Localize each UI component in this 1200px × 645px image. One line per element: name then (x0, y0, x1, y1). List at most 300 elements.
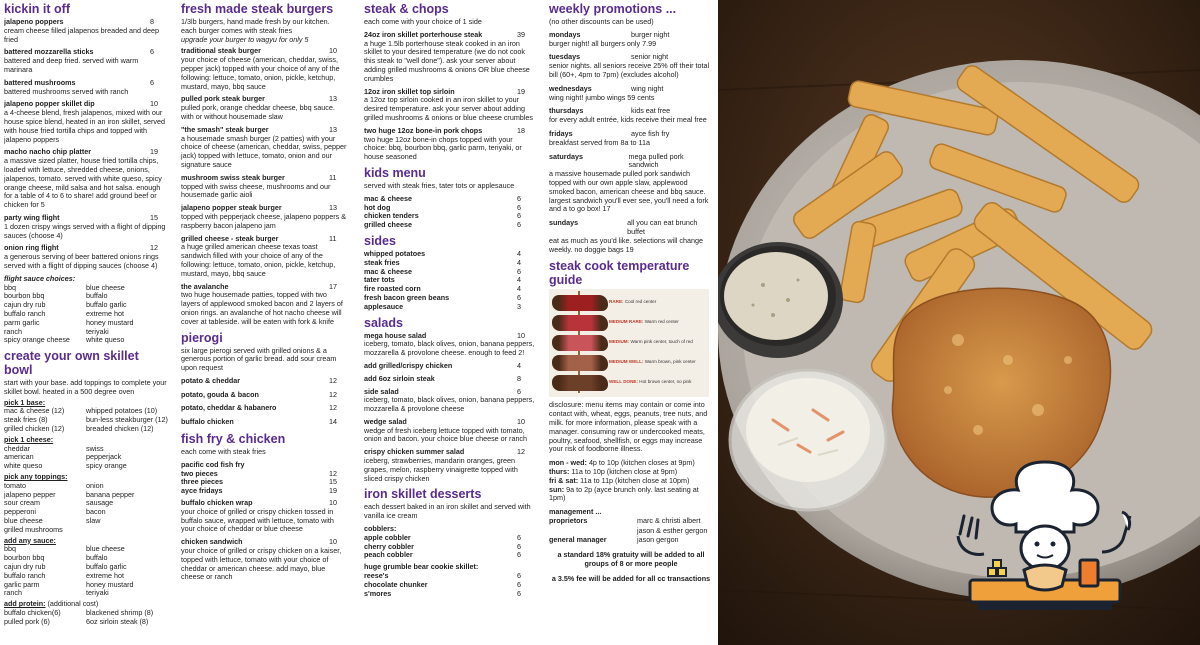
section-title-promotions: weekly promotions ... (549, 2, 677, 16)
menu-item-description: your choice of grilled or crispy chicken tossed in buffalo sauce, wrapped with lettuce, tomato with your choice of cheddar or blue cheese (181, 506, 334, 534)
menu-item-price: 12 (517, 447, 525, 457)
item-price: 12 (329, 375, 337, 385)
menu-item-description: pulled pork, orange cheddar cheese, bbq sauce. with or without housemade slaw (181, 103, 335, 121)
burgers-intro: 1/3lb burgers, hand made fresh by our kitchen. each burger comes with steak fries (181, 17, 330, 35)
management-names: jason & esther gergon (637, 525, 708, 535)
hours-days: thurs: (549, 466, 570, 476)
section-title-kickin: kickin it off (4, 2, 70, 16)
management-row (549, 517, 713, 526)
item-price: 4 (517, 257, 521, 267)
section-title-pierogi: pierogi (181, 330, 223, 345)
item-price: 12 (329, 403, 337, 413)
option-item: 6oz sirloin steak (8) (86, 616, 149, 626)
temperature-label (609, 379, 691, 384)
temperature-description: Warm pink center, touch of red (630, 339, 693, 345)
menu-item-price: 11 (329, 172, 337, 182)
menu-item-name: mushroom swiss steak burger (181, 172, 285, 182)
sauce-label: add any sauce: (4, 535, 56, 545)
menu-item-price: 13 (329, 203, 337, 213)
item-name: two pieces (181, 468, 218, 478)
cc-fee-note: a 3.5% fee will be added for all cc transactions (551, 573, 711, 583)
item-price: 12 (329, 389, 337, 399)
menu-item (4, 214, 168, 240)
item-name: fresh bacon green beans (364, 292, 450, 302)
menu-item-description: a huge 1.5lb porterhouse steak cooked in an iron skillet to your desired temperature (we do not cook this steak to "well done"). ask your server about adding grilled mushrooms & onions OR blue cheese crumbles (364, 38, 530, 83)
pacific-cod-name: pacific cod fish fry (181, 459, 245, 469)
pacific-cod-list (181, 470, 347, 496)
option-item: cheddar (4, 443, 30, 453)
menu-item (4, 148, 168, 210)
item-name: chocolate chunker (364, 579, 428, 589)
menu-item-name: the avalanche (181, 281, 229, 291)
menu-item (364, 388, 535, 414)
menu-item-name: two huge 12oz bone-in pork chops (364, 125, 483, 135)
option-item: garlic parm (4, 579, 40, 589)
item-name: steak fries (364, 257, 400, 267)
menu-column-4 (549, 0, 713, 645)
menu-item-price: 10 (517, 330, 525, 340)
steak-slice (552, 375, 608, 391)
hours-time: 11a to 10p (kitchen close at 9pm) (571, 466, 678, 476)
section-title-fish: fish fry & chicken (181, 432, 286, 447)
promotion-text: burger night! all burgers only 7.99 (549, 38, 657, 48)
menu-item-description: topped with pepperjack cheese, jalapeno poppers & raspberry bacon jalapeno jam (181, 211, 347, 230)
menu-item (181, 174, 347, 200)
promotion-item (549, 31, 713, 49)
promotion-text: breakfast served from 8a to 11a (549, 137, 650, 147)
option-item: bourbon bbq (4, 553, 45, 563)
section-title-burgers: fresh made steak burgers (181, 2, 334, 16)
item-name: chicken tenders (364, 211, 419, 221)
option-item: buffalo ranch (4, 308, 46, 318)
menu-item-description: two huge 12oz bone-in chops topped with your choice: bbq, bourbon bbq, garlic parm, teriyaki, or house seasoned (364, 134, 522, 162)
option-item: white queso (86, 335, 125, 345)
option-item: cajun dry rub (4, 300, 46, 310)
item-name: potato, cheddar & habanero (181, 403, 277, 413)
fish-intro: each come with steak fries (181, 447, 266, 457)
cobbler-list (364, 534, 535, 560)
kickin-list (4, 18, 168, 271)
option-item: sausage (86, 498, 114, 508)
menu-item-price: 13 (329, 124, 337, 134)
menu-item (181, 126, 347, 170)
promotion-day: thursdays (549, 106, 584, 116)
section-title-temperature-guide: steak cook temperature guide (549, 259, 690, 288)
item-price: 6 (517, 220, 521, 230)
menu-item-price: 12 (150, 243, 158, 253)
menu-item-name: wedge salad (364, 416, 407, 426)
promotion-day: tuesdays (549, 52, 581, 62)
item-price: 6 (517, 193, 521, 203)
temperature-description: Warm brown, pink center (644, 359, 696, 365)
menu-item (181, 95, 347, 121)
menu-item-description: battered and deep fried. served with warm marinara (4, 56, 139, 74)
hours-days: fri & sat: (549, 475, 579, 485)
menu-item-name: battered mozzarella sticks (4, 47, 94, 57)
promotion-day: fridays (549, 128, 573, 138)
option-item: bourbon bbq (4, 291, 45, 301)
menu-item-name: onion ring flight (4, 243, 59, 253)
item-price: 6 (517, 266, 521, 276)
price-row (364, 221, 535, 230)
option-item: whipped potatoes (10) (86, 406, 158, 416)
option-item: american (4, 452, 34, 462)
item-price: 6 (517, 579, 521, 589)
menu-item (364, 88, 535, 123)
menu-item (181, 538, 347, 582)
menu-item-description: a 12oz top sirloin cooked in an iron skillet to your desired temperature. ask your server about adding grilled mushrooms & onions or blue cheese crumbles (364, 95, 533, 122)
option-item: extreme hot (86, 308, 124, 318)
temperature-label (609, 319, 679, 324)
pierogi-intro: six large pierogi served with grilled onions & a generous portion of garlic bread. add sour cream upon request (181, 345, 337, 373)
item-name: peach cobbler (364, 550, 413, 560)
protein-note: (additional cost) (47, 599, 99, 609)
option-item: tomato (4, 480, 26, 490)
option-item: blue cheese (86, 282, 125, 292)
option-item: sour cream (4, 498, 40, 508)
option-item: blue cheese (86, 544, 125, 554)
menu-item (4, 18, 168, 44)
cookie-label: huge grumble bear cookie skillet: (364, 562, 479, 572)
menu-item-description: topped with swiss cheese, mushrooms and our housemade garlic aioli (181, 181, 331, 200)
menu-item-description: cream cheese filled jalapenos breaded and deep fried (4, 25, 160, 44)
steak-slice (552, 335, 608, 351)
section-title-kids: kids menu (364, 165, 426, 180)
option-item: extreme hot (86, 570, 124, 580)
menu-item-description: wedge of fresh iceberg lettuce topped with tomato, onion and bacon. your choice blue cheese or ranch (364, 425, 528, 444)
menu-item-description: 1 dozen crispy wings served with a flight of dipping sauces (choose 4) (4, 221, 166, 240)
menu-item-price: 10 (329, 498, 337, 508)
menu-item-header (364, 362, 535, 371)
management-role (549, 527, 637, 536)
menu-item-price: 10 (329, 46, 337, 56)
price-row (181, 404, 347, 413)
hours-days: sun: (549, 484, 565, 494)
sauce-list (4, 545, 168, 598)
toppings-list (4, 482, 168, 535)
kids-intro: served with steak fries, tater tots or applesauce (364, 180, 515, 190)
cookie-list (364, 572, 535, 598)
promotion-headline: wing night (631, 83, 664, 93)
promotion-header (549, 153, 713, 171)
promotion-text: a massive housemade pulled pork sandwich topped with our own apple slaw, applewood smoked bacon, american cheese and bbq sauce. largest sandwich you'll ever see, you'll need a fork and a to go box! 17 (549, 169, 709, 214)
item-price: 3 (517, 301, 521, 311)
option-item: buffalo chicken(6) (4, 608, 61, 618)
hours-days: mon - wed: (549, 458, 587, 468)
menu-item-price: 6 (150, 77, 154, 87)
option-item: swiss (86, 443, 104, 453)
item-name: hot dog (364, 202, 391, 212)
option-item: bacon (86, 507, 106, 517)
kids-list (364, 195, 535, 230)
menu-item (181, 283, 347, 327)
menu-item (4, 48, 168, 74)
restaurant-diner-icon (952, 456, 1138, 612)
promotion-day: mondays (549, 29, 581, 39)
menu-item-price: 15 (150, 212, 158, 222)
management-row (549, 536, 713, 545)
hours-time: 11a to 11p (kitchen close at 10pm) (580, 475, 690, 485)
promotion-header (549, 219, 713, 237)
menu-item (181, 235, 347, 279)
option-item: mac & cheese (12) (4, 406, 65, 416)
item-price: 4 (517, 248, 521, 258)
steak-slice (552, 315, 608, 331)
item-price: 12 (329, 468, 337, 478)
hours-row (549, 486, 713, 504)
menu-item-price: 10 (329, 537, 337, 547)
base-list (4, 407, 168, 433)
menu-item-description: a huge grilled american cheese texas toast sandwich filled with your choice of any of the following: lettuce, tomato, onion, pickle, ketchup, mustard, mayo, bbq sauce (181, 242, 336, 278)
protein-label: add protein: (4, 599, 46, 609)
item-price: 6 (517, 588, 521, 598)
menu-item-description: a massive sized platter, house fried tortilla chips, loaded with lettuce, shredded cheese, onions, jalapenos, tomato. served with white queso, spicy orange cheese, mild salsa and hot salsa. enough for a table of 4 to 6 to share! add ground beef or chicken for 5 (4, 156, 162, 210)
menu-item-name: 24oz iron skillet porterhouse steak (364, 29, 483, 39)
item-price: 6 (517, 292, 521, 302)
menu-item (4, 79, 168, 97)
temperature-name: MEDIUM: (609, 339, 630, 345)
menu-item-name: battered mushrooms (4, 77, 76, 87)
promotion-item (549, 107, 713, 125)
item-name: buffalo chicken (181, 417, 234, 427)
option-item: teriyaki (86, 588, 109, 598)
menu-item-name: side salad (364, 386, 399, 396)
burger-list (181, 47, 347, 326)
temperature-name: RARE: (609, 299, 624, 305)
promotion-headline: senior night (631, 52, 669, 62)
menu-item-name: "the smash" steak burger (181, 124, 269, 134)
price-row (181, 391, 347, 400)
option-item: buffalo garlic (86, 300, 127, 310)
item-price: 6 (517, 211, 521, 221)
flight-sauce-list (4, 284, 168, 346)
promotion-headline: kids eat free (631, 106, 671, 116)
menu-item-name: macho nacho chip platter (4, 147, 92, 157)
item-name: three pieces (181, 477, 223, 487)
promotion-item (549, 153, 713, 215)
menu-item-price: 8 (517, 373, 521, 383)
management-role: general manager (549, 535, 607, 545)
hours-time: 4p to 10p (kitchen closes at 9pm) (588, 458, 695, 468)
option-item: buffalo (86, 553, 108, 563)
management-label: management ... (549, 507, 602, 517)
menu-item-price: 10 (150, 99, 158, 109)
menu-column-1 (4, 0, 168, 645)
item-price: 6 (517, 550, 521, 560)
steak-slice (552, 295, 608, 311)
promotion-item (549, 219, 713, 254)
menu-item-price: 19 (517, 86, 525, 96)
menu-item (364, 31, 535, 84)
item-name: mac & cheese (364, 193, 412, 203)
option-item (86, 526, 168, 535)
price-row (181, 487, 347, 496)
menu-item-price: 4 (517, 360, 521, 370)
menu-item-name: mega house salad (364, 330, 427, 340)
pierogi-list (181, 377, 347, 427)
option-item: parm garlic (4, 317, 40, 327)
menu-item-name: party wing flight (4, 212, 60, 222)
item-name: grilled cheese (364, 220, 412, 230)
steak-intro: each come with your choice of 1 side (364, 17, 482, 26)
menu-item (364, 375, 535, 384)
section-title-skillet: create your own skillet bowl (4, 349, 139, 378)
item-name: fire roasted corn (364, 284, 421, 294)
menu-item-description: battered mushrooms served with ranch (4, 86, 129, 96)
item-name: mac & cheese (364, 266, 412, 276)
item-price: 6 (517, 532, 521, 542)
option-item: steak fries (8) (4, 415, 48, 425)
promotion-headline: mega pulled pork sandwich (628, 151, 684, 170)
option-item: spicy orange cheese (4, 335, 70, 345)
toppings-label: pick any toppings: (4, 472, 68, 482)
item-name: tater tots (364, 275, 395, 285)
management-list (549, 517, 713, 545)
menu-item-description: iceberg, tomato, black olives, onion, banana peppers, mozzarella & provolone cheese (364, 395, 535, 414)
promotion-item (549, 130, 713, 148)
section-title-sides: sides (364, 233, 396, 248)
temperature-name: MEDIUM RARE: (609, 319, 644, 325)
menu-item (4, 244, 168, 270)
temperature-description: Hot brown center, no pink (639, 379, 692, 385)
menu-item-price: 8 (150, 17, 154, 26)
temperature-name: MEDIUM WELL: (609, 359, 644, 365)
management-row (549, 527, 713, 536)
temperature-label (609, 299, 656, 304)
item-name: apple cobbler (364, 532, 411, 542)
option-item: banana pepper (86, 489, 135, 499)
temperature-description: Warm red center (644, 319, 679, 325)
menu-item-price: 13 (329, 94, 337, 104)
item-name: ayce fridays (181, 486, 223, 496)
option-item: ranch (4, 588, 22, 598)
item-price: 4 (517, 284, 521, 294)
option-item: bun-less steakburger (12) (86, 415, 168, 425)
option-item: honey mustard (86, 317, 134, 327)
option-item: pepperoni (4, 507, 36, 517)
item-name: potato, gouda & bacon (181, 389, 259, 399)
steak-slice (552, 355, 608, 371)
menu-item (364, 448, 535, 483)
gratuity-note: a standard 18% gratuity will be added to all groups of 8 or more people (557, 550, 705, 569)
steak-list (364, 31, 535, 162)
option-item: jalapeno pepper (4, 489, 56, 499)
menu-item-name: jalapeno poppers (4, 17, 64, 26)
burgers-upgrade-note: upgrade your burger to wagyu for only 5 (181, 34, 309, 44)
option-item: bbq (4, 282, 16, 292)
skillet-description: start with your base. add toppings to complete your skillet bowl. heated in a 500 degree oven (4, 378, 167, 396)
base-label: pick 1 base: (4, 397, 46, 407)
menu-item-price: 10 (517, 416, 525, 426)
menu-item (364, 418, 535, 444)
temperature-description: Cool red center (624, 299, 657, 305)
item-name: whipped potatoes (364, 248, 426, 258)
item-price: 6 (517, 541, 521, 551)
menu-item-name: crispy chicken summer salad (364, 447, 465, 457)
menu-item-description: a 4-cheese blend, fresh jalapenos, mixed with our house spice blend, heated in an iron skillet, served with house fried tortilla chips and topped with jalapeno poppers (4, 108, 166, 144)
promotion-day: saturdays (549, 151, 583, 161)
menu-item (181, 499, 347, 534)
promotion-text: for every adult entrée, kids receive their meal free (549, 115, 707, 125)
promotion-headline: all you can eat brunch buffet (627, 218, 698, 236)
menu-item-description: iceberg, tomato, black olives, onion, banana peppers, mozzarella & provolone cheese. enough to feed 2! (364, 339, 535, 358)
promotion-headline: ayce fish fry (631, 128, 670, 138)
option-item: pepperjack (86, 452, 122, 462)
cheese-list (4, 445, 168, 471)
menu-item-name: jalapeno popper skillet dip (4, 99, 95, 109)
salad-list (364, 332, 535, 484)
desserts-intro: each dessert baked in an iron skillet and served with vanilla ice cream (364, 502, 531, 521)
menu-column-3 (364, 0, 535, 645)
menu-item-header (364, 375, 535, 384)
temperature-label (609, 339, 693, 344)
menu-item (181, 204, 347, 230)
menu-item-description: your choice of grilled or crispy chicken on a kaiser, topped with lettuce, tomato with your choice of cheddar or american cheese. add mayo, blue cheese or ranch (181, 546, 342, 582)
option-item: bbq (4, 544, 16, 554)
temperature-label (609, 359, 696, 364)
promotion-text: eat as much as you'd like. selections will change weekly. no doggie bags 19 (549, 235, 703, 254)
menu-item-name: grilled cheese - steak burger (181, 233, 279, 243)
menu-item-name: jalapeno popper steak burger (181, 203, 282, 213)
option-item: cajun dry rub (4, 562, 46, 572)
item-name: applesauce (364, 301, 404, 311)
option-item: blackened shrimp (8) (86, 608, 154, 618)
item-name: reese's (364, 571, 389, 581)
price-row (364, 551, 535, 560)
menu-item-name: add grilled/crispy chicken (364, 360, 453, 370)
option-item: grilled mushrooms (4, 524, 63, 534)
section-title-salads: salads (364, 315, 403, 330)
option-item: buffalo (86, 291, 108, 301)
promotion-item (549, 53, 713, 79)
option-item: spicy orange (86, 461, 127, 471)
option-item: blue cheese (4, 516, 43, 526)
menu-item-price: 6 (517, 386, 521, 396)
menu-item (364, 127, 535, 162)
allergen-disclosure: disclosure: menu items may contain or come into contact with, wheat, eggs, peanuts, tree nuts, and milk. for more information, please speak with a manager. consuming raw or undercooked meats, poultry, seafood, shellfish, or eggs may increase your risk of foodborne illness. (549, 400, 708, 454)
item-price: 6 (517, 571, 521, 581)
item-price: 19 (329, 486, 337, 496)
menu-item-price: 11 (329, 233, 337, 243)
hours-list (549, 459, 713, 503)
item-name: potato & cheddar (181, 375, 241, 385)
management-role: proprietors (549, 515, 588, 525)
menu-item (364, 362, 535, 371)
menu-item-description: your choice of cheese (american, cheddar, swiss, pepper jack) topped with your choice of any of the following: lettuce, tomato, onion, pickle, ketchup, mustard, mayo, bbq sauce (181, 55, 340, 91)
protein-list (4, 609, 168, 627)
promotions-subtitle: (no other discounts can be used) (549, 17, 654, 26)
section-title-steak: steak & chops (364, 2, 449, 16)
promotion-text: wing night! jumbo wings 59 cents (549, 92, 655, 102)
menu-item-price: 19 (150, 147, 158, 157)
menu-item-name: 12oz iron skillet top sirloin (364, 86, 455, 96)
flight-sauce-label: flight sauce choices: (4, 273, 76, 283)
item-price: 15 (329, 477, 337, 487)
menu-item-name: traditional steak burger (181, 46, 261, 56)
menu-item-price: 17 (329, 281, 337, 291)
management-names: marc & christi albert (637, 515, 701, 525)
option-item: buffalo garlic (86, 562, 127, 572)
cobblers-label: cobblers: (364, 524, 397, 534)
menu-item-price: 39 (517, 29, 525, 39)
promotion-text: senior nights. all seniors receive 25% off their total bill (60+, 4pm to 7pm) (excludes alcohol) (549, 61, 710, 79)
menu-item-name: pulled pork steak burger (181, 94, 265, 104)
steak-temperature-guide (549, 289, 709, 397)
option-item: teriyaki (86, 326, 109, 336)
menu-column-2 (181, 0, 347, 645)
option-item: buffalo ranch (4, 570, 46, 580)
option-item: onion (86, 480, 104, 490)
